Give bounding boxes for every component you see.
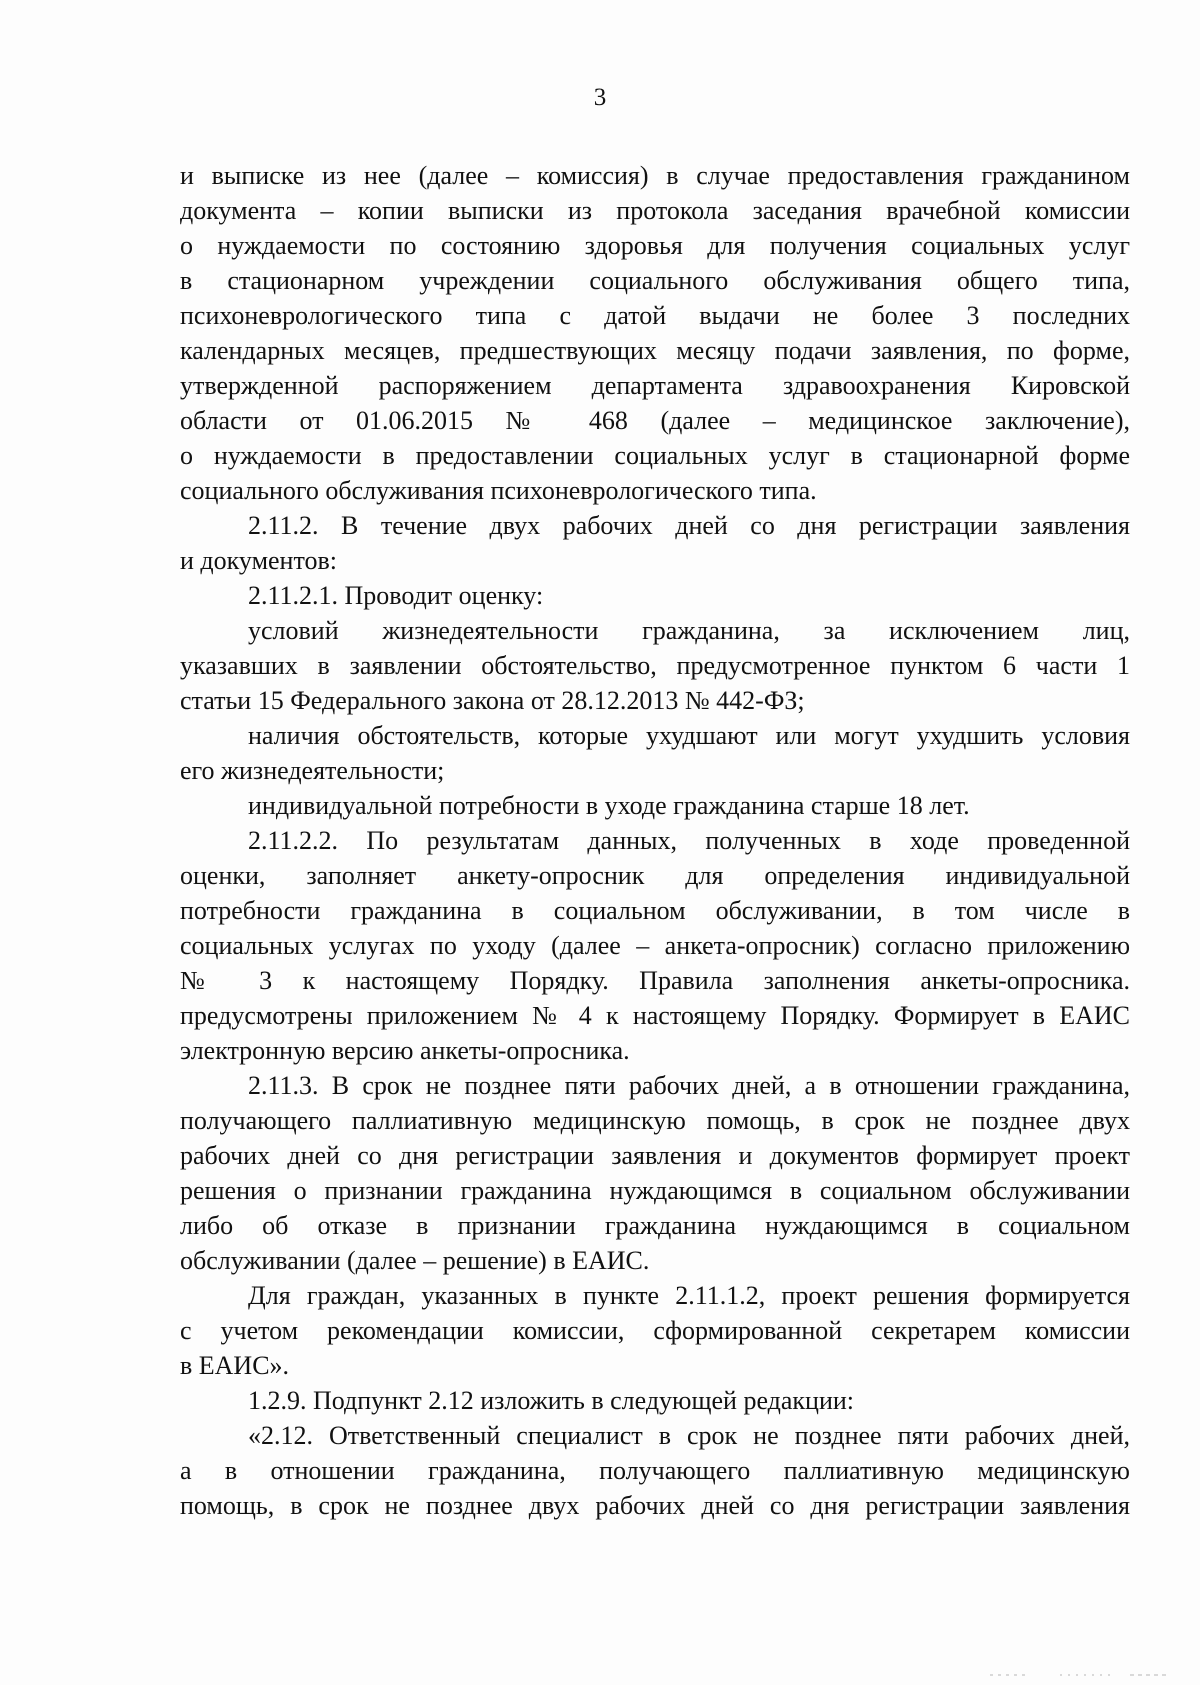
text-line: о нуждаемости по состоянию здоровья для получения социальных услуг: [180, 231, 1130, 260]
text-line: наличия обстоятельств, которые ухудшают или могут ухудшить условия: [248, 721, 1130, 750]
text-line: решения о признании гражданина нуждающимся в социальном обслуживании: [180, 1176, 1130, 1205]
text-line: указавших в заявлении обстоятельство, предусмотренное пунктом 6 части 1: [180, 651, 1130, 680]
text-line: предусмотрены приложением № 4 к настоящему Порядку. Формирует в ЕАИС: [180, 1001, 1130, 1030]
text-line: и выписке из нее (далее – комиссия) в случае предоставления гражданином: [180, 161, 1130, 190]
text-line: «2.12. Ответственный специалист в срок не позднее пяти рабочих дней,: [248, 1421, 1130, 1450]
text-line: рабочих дней со дня регистрации заявления и документов формирует проект: [180, 1141, 1130, 1170]
text-line: индивидуальной потребности в уходе гражданина старше 18 лет.: [248, 791, 970, 820]
text-line: документа – копии выписки из протокола заседания врачебной комиссии: [180, 196, 1130, 225]
text-line: с учетом рекомендации комиссии, сформированной секретарем комиссии: [180, 1316, 1130, 1345]
text-line: его жизнедеятельности;: [180, 756, 445, 785]
text-line: календарных месяцев, предшествующих месяцу подачи заявления, по форме,: [180, 336, 1130, 365]
text-line: получающего паллиативную медицинскую помощь, в срок не позднее двух: [180, 1106, 1130, 1135]
text-line: 1.2.9. Подпункт 2.12 изложить в следующей редакции:: [248, 1386, 855, 1415]
text-line: электронную версию анкеты-опросника.: [180, 1036, 630, 1065]
text-line: психоневрологического типа с датой выдачи не более 3 последних: [180, 301, 1130, 330]
text-line: в стационарном учреждении социального обслуживания общего типа,: [180, 266, 1130, 295]
text-line: № 3 к настоящему Порядку. Правила заполнения анкеты-опросника.: [180, 966, 1130, 995]
text-line: условий жизнедеятельности гражданина, за исключением лиц,: [248, 616, 1130, 645]
page-number: 3: [593, 84, 607, 111]
text-line: области от 01.06.2015 № 468 (далее – медицинское заключение),: [180, 406, 1130, 435]
text-line: статьи 15 Федерального закона от 28.12.2013 № 442-ФЗ;: [180, 686, 805, 715]
text-line: потребности гражданина в социальном обслуживании, в том числе в: [180, 896, 1130, 925]
text-line: помощь, в срок не позднее двух рабочих дней со дня регистрации заявления: [180, 1491, 1130, 1520]
text-line: о нуждаемости в предоставлении социальных услуг в стационарной форме: [180, 441, 1130, 470]
document-body: [180, 158, 1130, 1523]
text-line: обслуживании (далее – решение) в ЕАИС.: [180, 1246, 650, 1275]
text-line: в ЕАИС».: [180, 1351, 290, 1380]
text-line: социальных услугах по уходу (далее – анкета-опросник) согласно приложению: [180, 931, 1130, 960]
text-line: 2.11.2. В течение двух рабочих дней со дня регистрации заявления: [248, 511, 1130, 540]
text-line: Для граждан, указанных в пункте 2.11.1.2, проект решения формируется: [248, 1281, 1130, 1310]
text-line: 2.11.3. В срок не позднее пяти рабочих дней, а в отношении гражданина,: [248, 1071, 1130, 1100]
scan-artifact: [990, 1671, 1170, 1679]
text-line: 2.11.2.2. По результатам данных, полученных в ходе проведенной: [248, 826, 1130, 855]
text-line: либо об отказе в признании гражданина нуждающимся в социальном: [180, 1211, 1130, 1240]
text-line: оценки, заполняет анкету-опросник для определения индивидуальной: [180, 861, 1130, 890]
text-line: 2.11.2.1. Проводит оценку:: [248, 581, 544, 610]
text-line: утвержденной распоряжением департамента здравоохранения Кировской: [180, 371, 1130, 400]
text-line: а в отношении гражданина, получающего паллиативную медицинскую: [180, 1456, 1130, 1485]
text-line: и документов:: [180, 546, 337, 575]
text-line: социального обслуживания психоневрологического типа.: [180, 476, 817, 505]
